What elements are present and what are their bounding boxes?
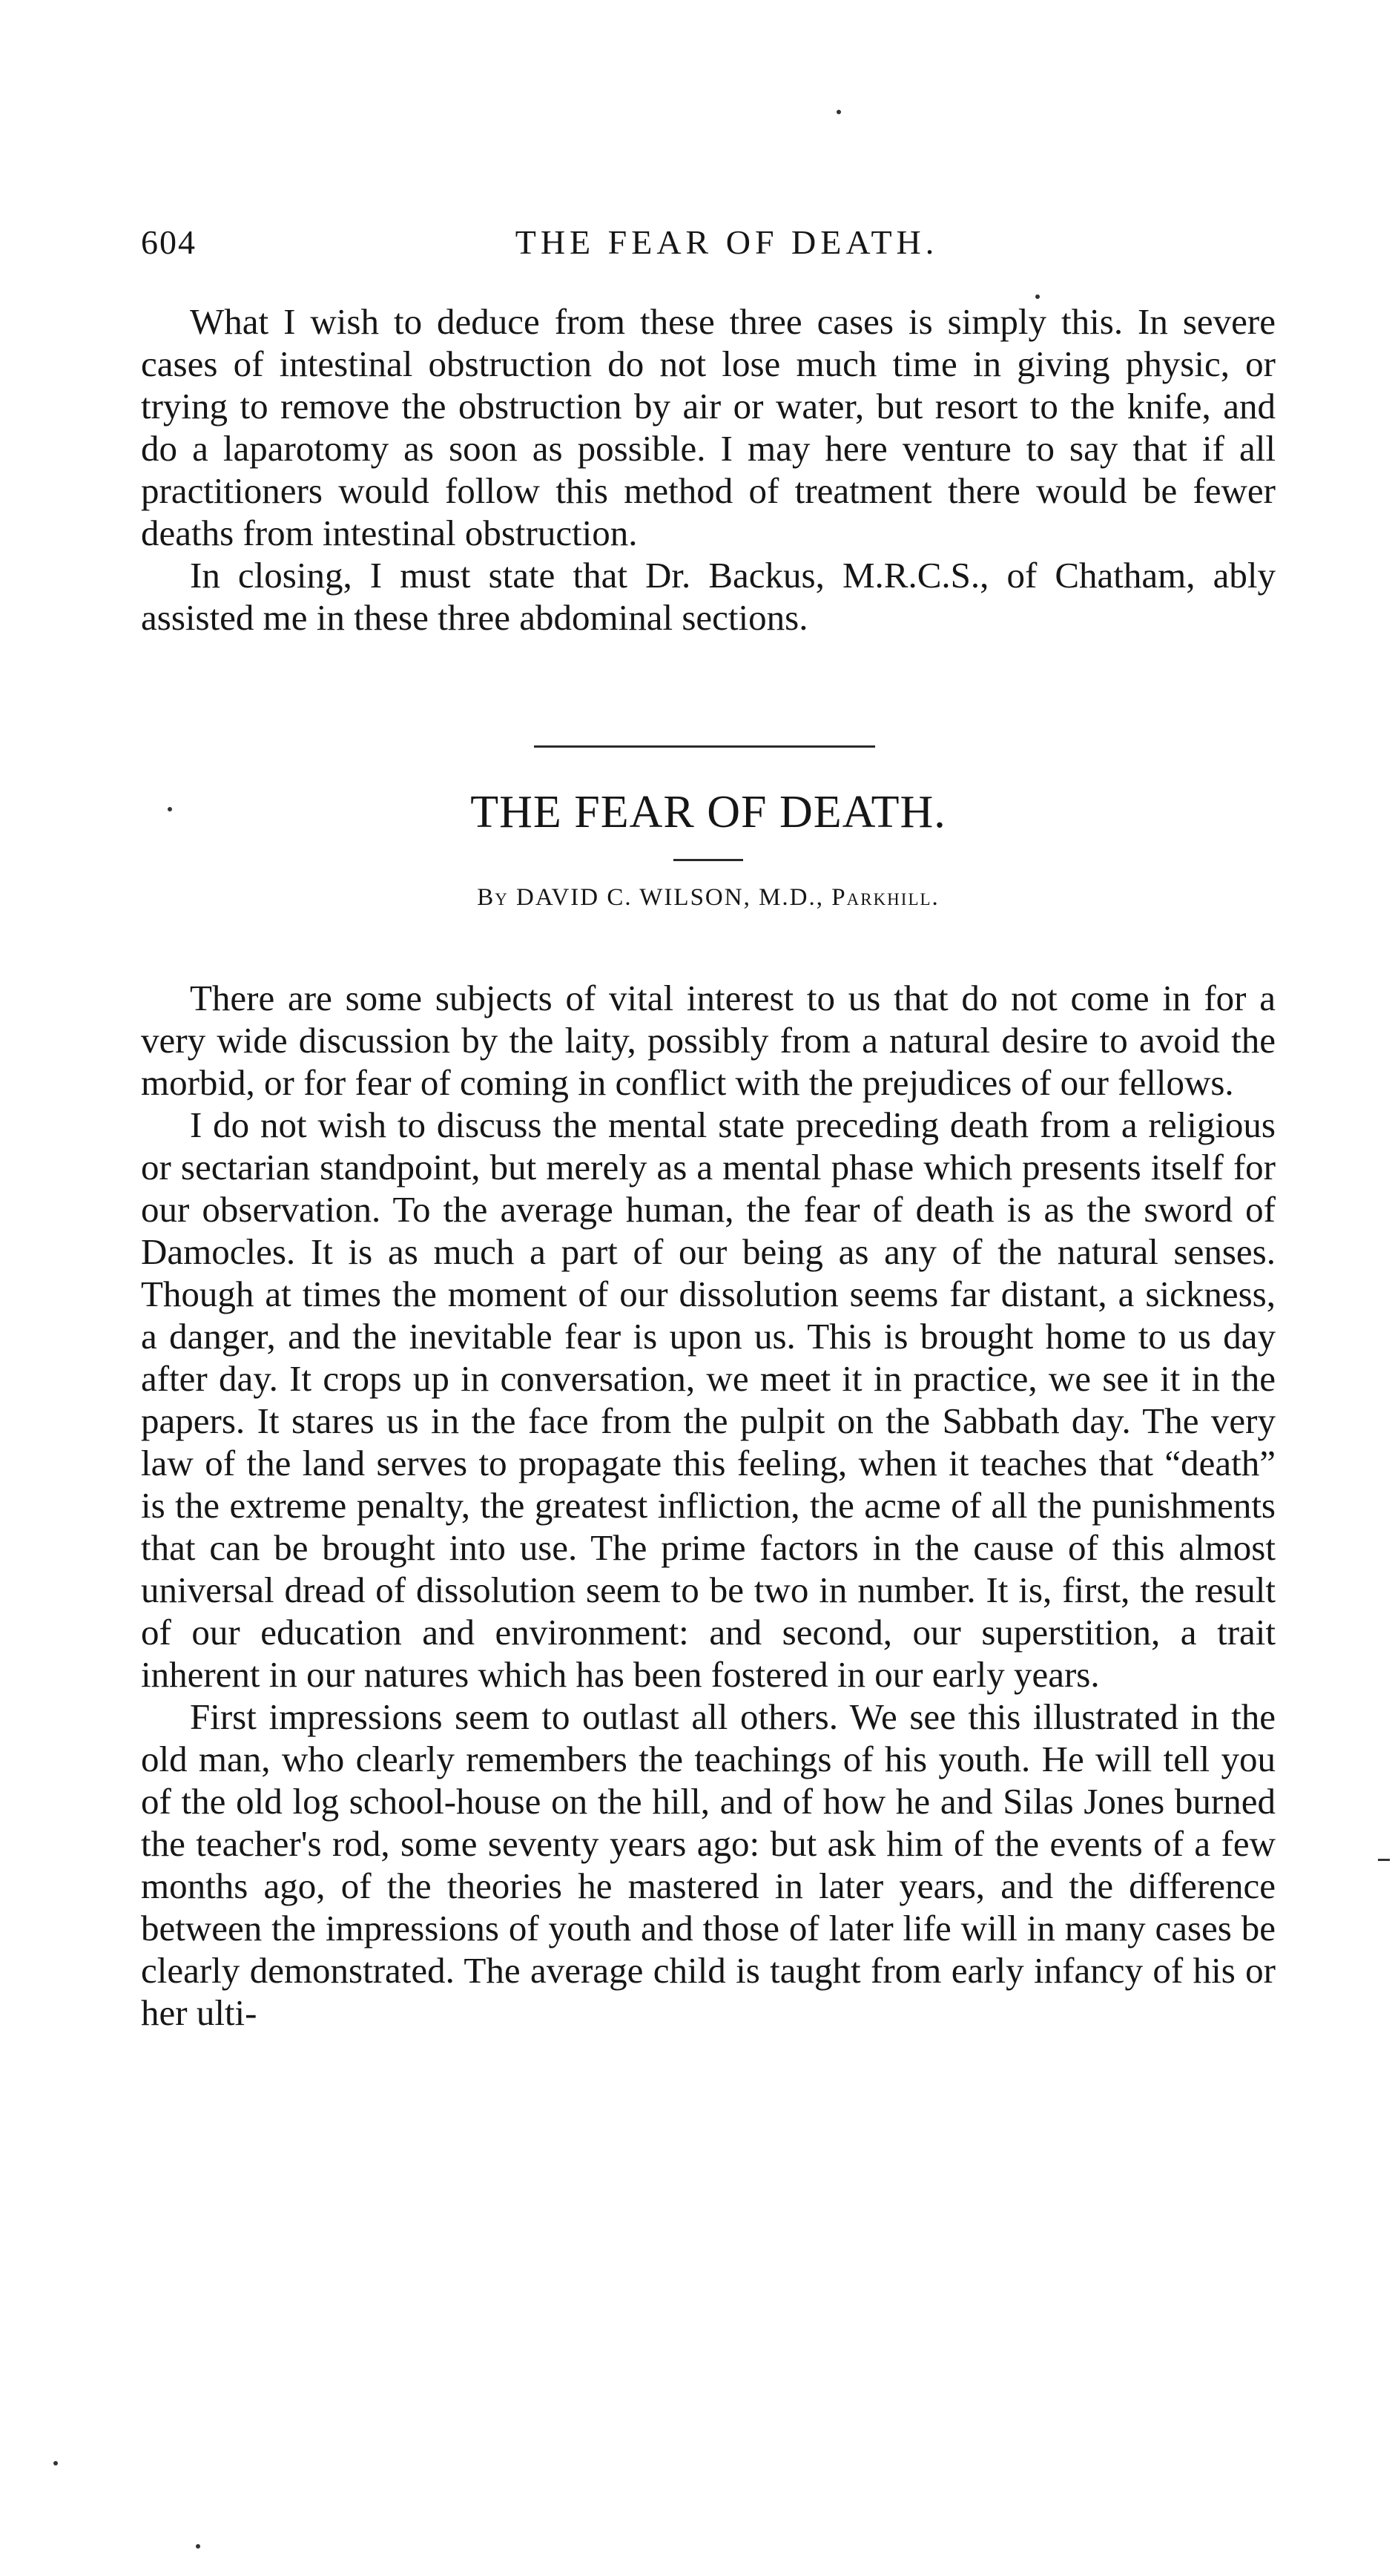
print-speck bbox=[196, 2544, 200, 2549]
print-speck bbox=[837, 110, 841, 114]
article-title: THE FEAR OF DEATH. bbox=[470, 787, 946, 837]
article-byline: By DAVID C. WILSON, M.D., Parkhill. bbox=[477, 884, 940, 911]
title-underline-rule bbox=[673, 859, 743, 861]
paragraph: What I wish to deduce from these three cases is simply this. In severe cases of intestinal obstruction do not lose much time in giving physic, or trying to remove the obstruction by air or water, but resort to the knife, and do a laparotomy as soon as possible. I may here venture to say that if all practitioners would follow this method of treatment there would be fewer deaths from intestinal obstruction. bbox=[141, 301, 1276, 553]
paragraph: In closing, I must state that Dr. Backus, M.R.C.S., of Chatham, ably assisted me in these three abdominal sections. bbox=[141, 555, 1276, 638]
section-divider-rule bbox=[534, 745, 875, 748]
article-text bbox=[141, 977, 1276, 2034]
paragraph: There are some subjects of vital interest to us that do not come in for a very wide discussion by the laity, possibly from a natural desire to avoid the morbid, or for fear of coming in conflict with the prejudices of our fellows. bbox=[141, 978, 1276, 1103]
running-title: THE FEAR OF DEATH. bbox=[515, 223, 939, 261]
print-speck bbox=[1378, 1859, 1390, 1861]
previous-article-text bbox=[141, 300, 1276, 639]
page-number: 604 bbox=[141, 223, 197, 261]
paragraph: I do not wish to discuss the mental state preceding death from a religious or sectarian standpoint, but merely as a mental phase which presents itself for our observation. To the average human, the fear of death is as the sword of Damocles. It is as much a part of our being as any of the natural senses. Though at times the moment of our dissolution seems far distant, a sickness, a danger, and the inevitable fear is upon us. This is brought home to us day after day. It crops up in conversation, we meet it in practice, we see it in the papers. It stares us in the face from the pulpit on the Sabbath day. The very law of the land serves to propagate this feeling, when it teaches that “death” is the extreme penalty, the greatest infliction, the acme of all the punishments that can be brought into use. The prime factors in the cause of this almost universal dread of dissolution seem to be two in number. It is, first, the result of our education and environment: and second, our superstition, a trait inherent in our natures which has been fostered in our early years. bbox=[141, 1104, 1276, 1695]
print-speck bbox=[53, 2461, 58, 2465]
running-head bbox=[141, 223, 1276, 282]
paragraph: First impressions seem to outlast all others. We see this illustrated in the old man, who clearly remembers the teachings of his youth. He will tell you of the old log school-house on the hill, and of how he and Silas Jones burned the teacher's rod, some seventy years ago: but ask him of the events of a few months ago, of the theories he mastered in later years, and the difference between the impressions of youth and those of later life will in many cases be clearly demonstrated. The average child is taught from early infancy of his or her ulti- bbox=[141, 1696, 1276, 2033]
print-speck bbox=[1035, 294, 1040, 299]
